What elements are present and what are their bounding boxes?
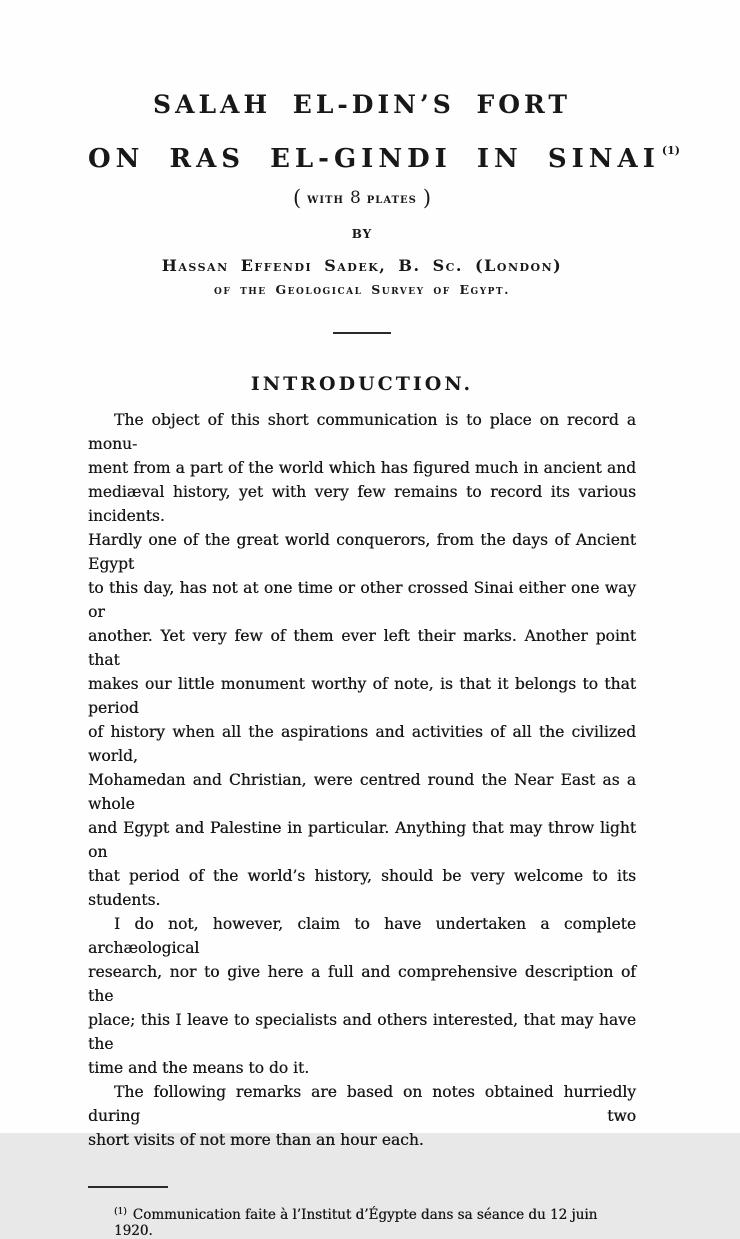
footnote — [88, 1207, 636, 1239]
author-line: Hassan Effendi Sadek, B. Sc. (London) — [161, 256, 563, 275]
plates-word-plates: plates — [366, 191, 417, 207]
text-line: to this day, has not at one time or other crossed Sinai either one way or — [88, 579, 636, 621]
text-line: The object of this short communication is to place on record a monu- — [88, 411, 636, 453]
page-content — [88, 0, 680, 1239]
footnote-text: Communication faite à l’Institut d’Égypte dans sa séance du 12 juin 1920. — [114, 1207, 598, 1239]
text-line: time and the means to do it. — [88, 1059, 310, 1077]
footnote-divider-rule — [88, 1186, 168, 1188]
text-line: place; this I leave to specialists and others interested, that may have the — [88, 1011, 636, 1053]
paper-title-line1: SALAH EL-DIN’S FORT — [153, 90, 571, 119]
text-line: research, nor to give here a full and comprehensive description of the — [88, 963, 636, 1005]
paper-title-line2-text: ON RAS EL-GINDI IN SINAI — [88, 144, 660, 174]
plates-close-paren: ) — [422, 186, 432, 210]
plates-word-with: with — [307, 191, 344, 207]
text-line: of history when all the aspirations and activities of all the civilized world, — [88, 723, 636, 765]
paragraph — [88, 1080, 636, 1152]
byline-label: BY — [351, 227, 373, 241]
text-line: ment from a part of the world which has figured much in ancient and — [88, 459, 636, 477]
title-footnote-marker: (1) — [661, 144, 680, 157]
section-heading-introduction: INTRODUCTION. — [250, 373, 474, 395]
plates-note — [88, 186, 636, 210]
text-line: The following remarks are based on notes obtained hurriedly during two — [88, 1083, 636, 1125]
text-line: another. Yet very few of them ever left their marks. Another point that — [88, 627, 636, 669]
author-affiliation: of the Geological Survey of Egypt. — [214, 282, 510, 297]
plates-open-paren: ( — [292, 186, 302, 210]
text-line: Mohamedan and Christian, were centred round the Near East as a whole — [88, 771, 636, 813]
footnote-marker: (1) — [114, 1207, 127, 1217]
masthead-divider-rule — [333, 332, 391, 334]
paper-title-line2 — [88, 144, 680, 174]
plates-count: 8 — [349, 188, 361, 208]
introduction-body — [88, 408, 636, 1152]
text-line: I do not, however, claim to have undertaken a complete archæological — [88, 915, 636, 957]
text-line: Hardly one of the great world conquerors, from the days of Ancient Egypt — [88, 531, 636, 573]
paragraph — [88, 408, 636, 912]
paragraph — [88, 912, 636, 1080]
text-line: that period of the world’s history, should be very welcome to its students. — [88, 867, 636, 909]
text-line: mediæval history, yet with very few remains to record its various incidents. — [88, 483, 636, 525]
text-line: makes our little monument worthy of note, is that it belongs to that period — [88, 675, 636, 717]
text-line: and Egypt and Palestine in particular. Anything that may throw light on — [88, 819, 636, 861]
text-line: short visits of not more than an hour each. — [88, 1131, 424, 1149]
